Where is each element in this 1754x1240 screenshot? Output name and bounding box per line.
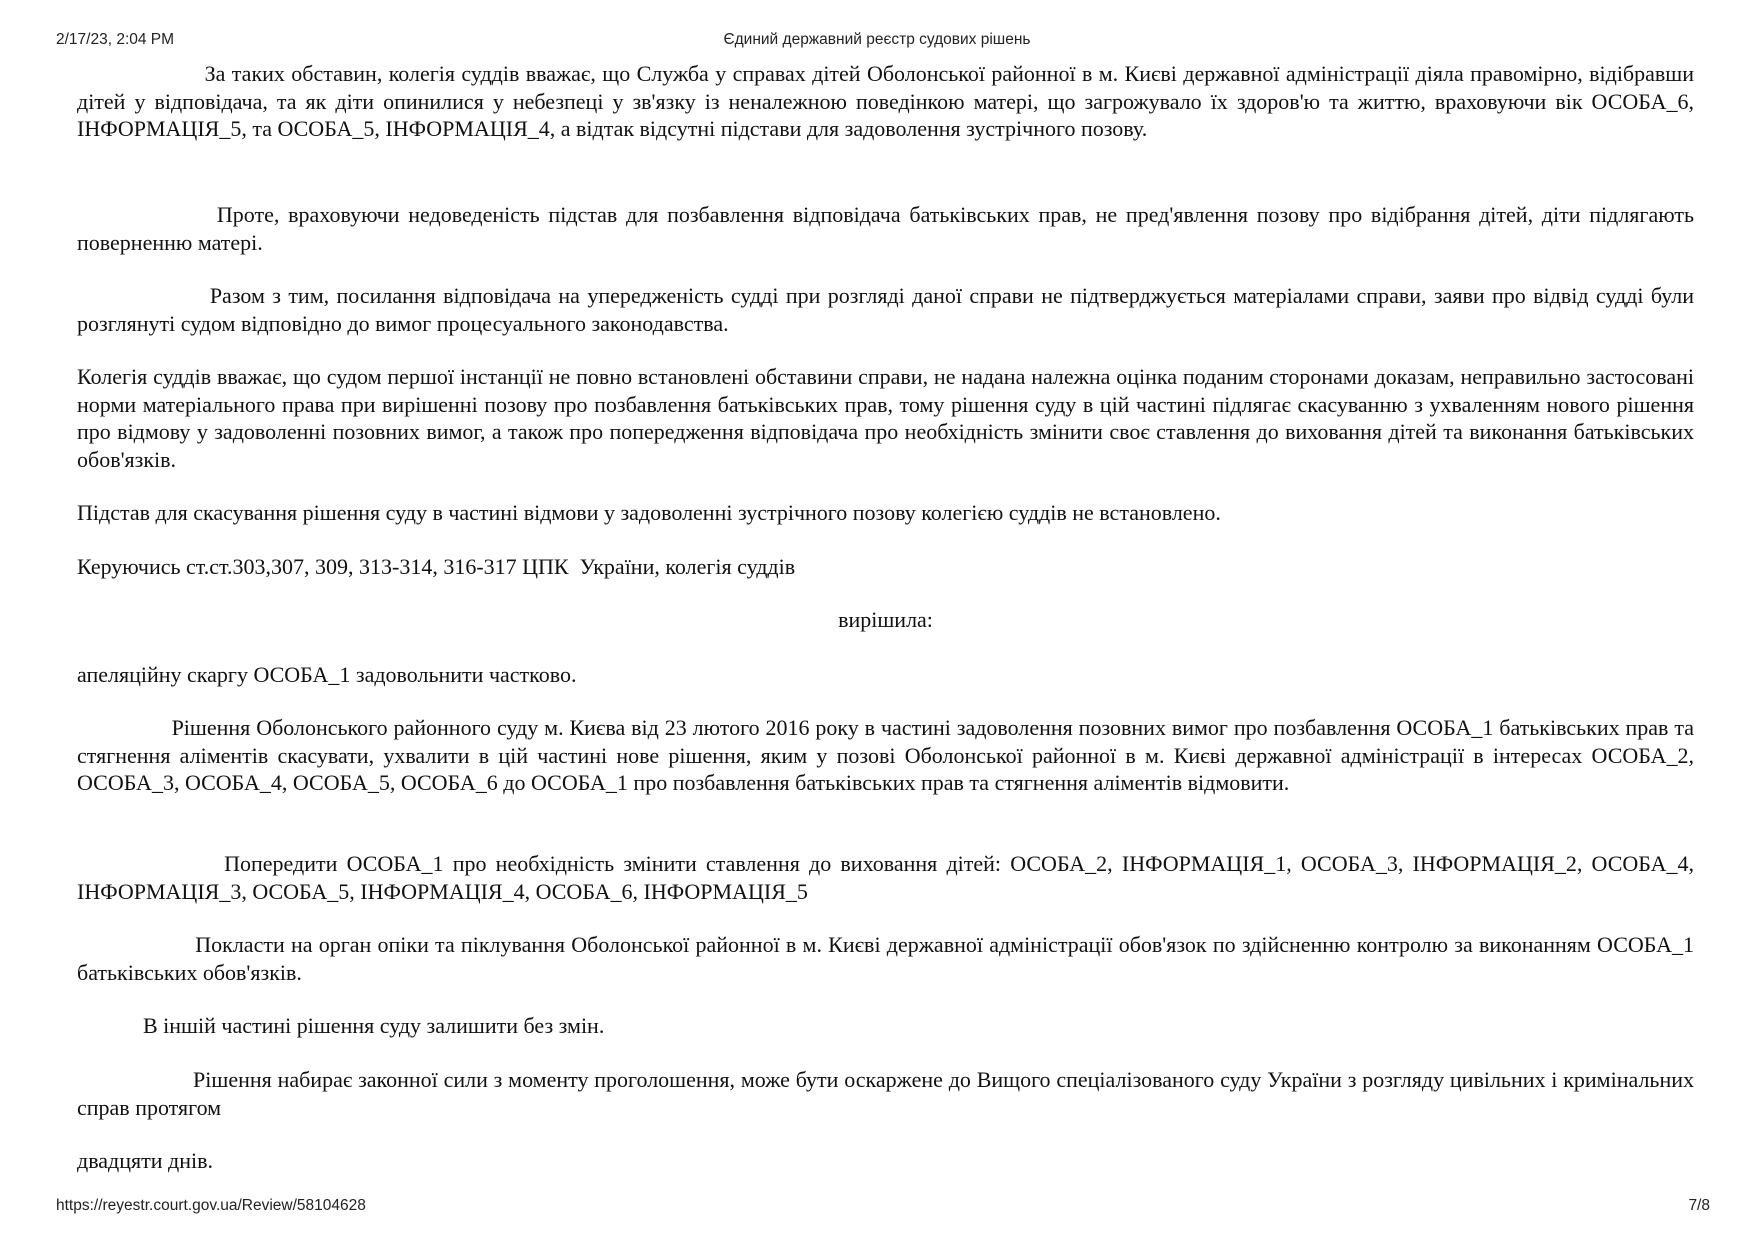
paragraph: Попередити ОСОБА_1 про необхідність змінити ставлення до виховання дітей: ОСОБА_2, ІНФОРМАЦІЯ_1, ОСОБА_3, ІНФОРМАЦІЯ_2, ОСОБА_4, ІНФОРМАЦІЯ_3, ОСОБА_5, ІНФОРМАЦІЯ_4, ОСОБА_6, ІНФОРМАЦІЯ_5 [77, 851, 1700, 904]
paragraph: Підстав для скасування рішення суду в частині відмови у задоволенні зустрічного позову колегією суддів не встановлено. [77, 500, 1221, 525]
paragraph: Покласти на орган опіки та піклування Оболонської районної в м. Києві державної адміністрації обов'язок по здійсненню контролю за виконанням ОСОБА_1 батьківських обов'язків. [77, 932, 1700, 985]
paragraph: Разом з тим, посилання відповідача на упередженість судді при розгляді даної справи не підтверджується матеріалами справи, заяви про відвід судді були розглянуті судом відповідно до вимог процесуального законодавства. [77, 283, 1700, 336]
paragraph: За таких обставин, колегія суддів вважає, що Служба у справах дітей Оболонської районної в м. Києві державної адміністрації діяла правомірно, відібравши дітей у відповідача, та як діти опинилися у небезпеці у зв'язку із неналежною поведінкою матері, що загрожувало їх здоров'ю та життю, враховуючи вік ОСОБА_6, ІНФОРМАЦІЯ_5, та ОСОБА_5, ІНФОРМАЦІЯ_4, а відтак відсутні підстави для задоволення зустрічного позову. [77, 61, 1700, 141]
paragraph: Колегія суддів вважає, що судом першої інстанції не повно встановлені обставини справи, не надана належна оцінка поданим сторонами доказам, неправильно застосовані норми матеріального права при вирішенні позову про позбавлення батьківських прав, тому рішення суду в цій частині підлягає скасуванню з ухваленням нового рішення про відмову у задоволенні позовних вимог, а також про попередження відповідача про необхідність змінити своє ставлення до виховання дітей та виконання батьківських обов'язків. [77, 364, 1700, 472]
print-page-title: Єдиний державний реєстр судових рішень [723, 31, 1031, 48]
print-url: https://reyestr.court.gov.ua/Review/58104628 [56, 1197, 366, 1214]
decision-heading: вирішила: [838, 607, 933, 632]
paragraph: В іншій частині рішення суду залишити без змін. [77, 1013, 605, 1038]
paragraph: Рішення набирає законної сили з моменту проголошення, може бути оскаржене до Вищого спеціалізованого суду України з розгляду цивільних і кримінальних справ протягом [77, 1067, 1700, 1120]
paragraph: Проте, враховуючи недоведеність підстав для позбавлення відповідача батьківських прав, не пред'явлення позову про відібрання дітей, діти підлягають поверненню матері. [77, 202, 1700, 255]
print-date: 2/17/23, 2:04 PM [56, 31, 175, 48]
paragraph: апеляційну скаргу ОСОБА_1 задовольнити частково. [77, 662, 577, 687]
page-number: 7/8 [1688, 1197, 1710, 1214]
paragraph: Керуючись ст.ст.303,307, 309, 313-314, 316-317 ЦПК України, колегія суддів [77, 554, 796, 579]
paragraph: Рішення Оболонського районного суду м. Києва від 23 лютого 2016 року в частині задоволення позовних вимог про позбавлення ОСОБА_1 батьківських прав та стягнення аліментів скасувати, ухвалити в цій частині нове рішення, яким у позові Оболонської районної в м. Києві державної адміністрації в інтересах ОСОБА_2, ОСОБА_3, ОСОБА_4, ОСОБА_5, ОСОБА_6 до ОСОБА_1 про позбавлення батьківських прав та стягнення аліментів відмовити. [77, 715, 1700, 795]
paragraph: двадцяти днів. [77, 1148, 213, 1173]
